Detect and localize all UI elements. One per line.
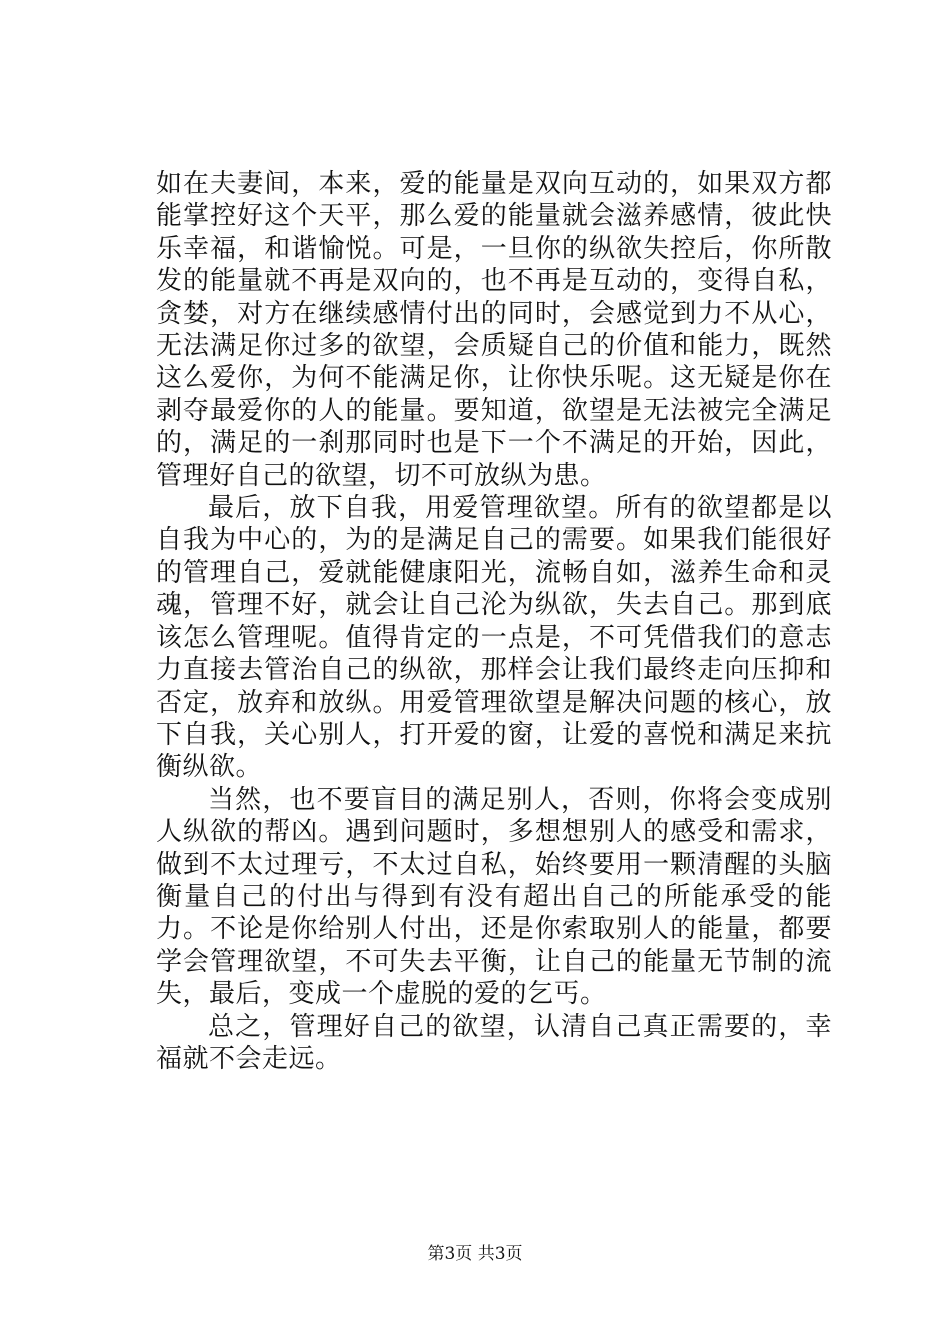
paragraph-4: 总之，管理好自己的欲望，认清自己真正需要的，幸福就不会走远。 bbox=[156, 1011, 832, 1074]
paragraph-2: 最后，放下自我，用爱管理欲望。所有的欲望都是以自我为中心的，为的是满足自己的需要。如果我们能很好的管理自己，爱就能健康阳光，流畅自如，滋养生命和灵魂，管理不好，就会让自己沦为纵欲，失去自己。那到底该怎么管理呢。值得肯定的一点是，不可凭借我们的意志力直接去管治自己的纵欲，那样会让我们最终走向压抑和否定，放弃和放纵。用爱管理欲望是解决问题的核心，放下自我，关心别人，打开爱的窗，让爱的喜悦和满足来抗衡纵欲。 bbox=[156, 493, 832, 783]
body-text bbox=[156, 168, 832, 1075]
page-number-footer: 第3页 共3页 bbox=[427, 1244, 523, 1264]
paragraph-3: 当然，也不要盲目的满足别人，否则，你将会变成别人纵欲的帮凶。遇到问题时，多想想别人的感受和需求，做到不太过理亏，不太过自私，始终要用一颗清醒的头脑衡量自己的付出与得到有没有超出自己的所能承受的能力。不论是你给别人付出，还是你索取别人的能量，都要学会管理欲望，不可失去平衡，让自己的能量无节制的流失，最后，变成一个虚脱的爱的乞丐。 bbox=[156, 784, 832, 1010]
paragraph-1: 如在夫妻间，本来，爱的能量是双向互动的，如果双方都能掌控好这个天平，那么爱的能量就会滋养感情，彼此快乐幸福，和谐愉悦。可是，一旦你的纵欲失控后，你所散发的能量就不再是双向的，也不再是互动的，变得自私，贪婪，对方在继续感情付出的同时，会感觉到力不从心，无法满足你过多的欲望，会质疑自己的价值和能力，既然这么爱你，为何不能满足你，让你快乐呢。这无疑是你在剥夺最爱你的人的能量。要知道，欲望是无法被完全满足的，满足的一刹那同时也是下一个不满足的开始，因此，管理好自己的欲望，切不可放纵为患。 bbox=[156, 169, 832, 491]
